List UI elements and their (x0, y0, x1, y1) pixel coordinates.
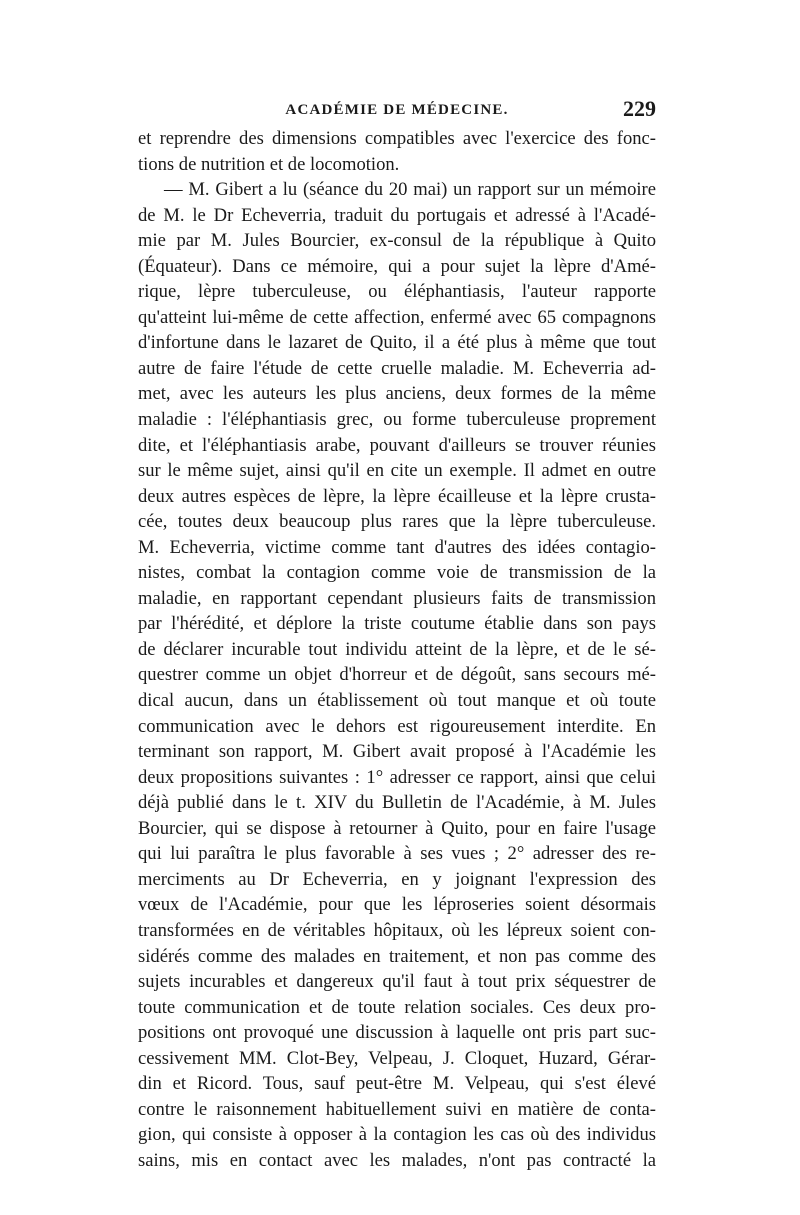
text-line: deux propositions suivantes : 1° adresser ce rapport, ainsi que celui (138, 766, 656, 788)
text-line: déjà publié dans le t. XIV du Bulletin de l'Académie, à M. Jules (138, 792, 656, 814)
text-line: qu'atteint lui-même de cette affection, enfermé avec 65 compagnons (138, 306, 656, 328)
text-line: sidérés comme des malades en traitement, et non pas comme des (138, 945, 656, 967)
text-line: sur le même sujet, ainsi qu'il en cite un exemple. Il admet en outre (138, 460, 656, 482)
body-text (138, 126, 656, 1173)
text-line: maladie, en rapportant cependant plusieurs faits de transmission (138, 587, 656, 609)
text-line: autre de faire l'étude de cette cruelle maladie. M. Echeverria ad- (138, 357, 656, 379)
text-line: et reprendre des dimensions compatibles avec l'exercice des fonc- (138, 128, 656, 149)
text-line: cée, toutes deux beaucoup plus rares que la lèpre tuberculeuse. (138, 511, 656, 533)
text-line: d'infortune dans le lazaret de Quito, il a été plus à même que tout (138, 332, 656, 354)
text-line: maladie : l'éléphantiasis grec, ou forme tuberculeuse proprement (138, 409, 656, 431)
text-line: M. Echeverria, victime comme tant d'autres des idées contagio- (138, 536, 656, 558)
text-line: merciments au Dr Echeverria, en y joignant l'expression des (138, 868, 656, 890)
text-line: dite, et l'éléphantiasis arabe, pouvant d'ailleurs se trouver réunies (138, 434, 656, 456)
text-line: de déclarer incurable tout individu atteint de la lèpre, et de le sé- (138, 638, 656, 660)
book-page (138, 96, 656, 1173)
text-line: de M. le Dr Echeverria, traduit du portugais et adressé à l'Acadé- (138, 204, 656, 226)
text-line: mie par M. Jules Bourcier, ex-consul de la république à Quito (138, 230, 656, 252)
text-line: din et Ricord. Tous, sauf peut-être M. Velpeau, qui s'est élevé (138, 1073, 656, 1095)
text-line: positions ont provoqué une discussion à laquelle ont pris part suc- (138, 1022, 656, 1044)
text-line: (Équateur). Dans ce mémoire, qui a pour sujet la lèpre d'Amé- (138, 255, 656, 277)
text-line: questrer comme un objet d'horreur et de dégoût, sans secours mé- (138, 664, 656, 686)
text-line: tions de nutrition et de locomotion. (138, 153, 400, 175)
text-line: — M. Gibert a lu (séance du 20 mai) un rapport sur un mémoire (164, 179, 656, 201)
text-line: toute communication et de toute relation sociales. Ces deux pro- (138, 996, 656, 1018)
text-line: met, avec les auteurs les plus anciens, deux formes de la même (138, 383, 656, 405)
text-line: deux autres espèces de lèpre, la lèpre écailleuse et la lèpre crusta- (138, 485, 656, 507)
text-line: vœux de l'Académie, pour que les léproseries soient désormais (138, 894, 656, 916)
text-line: par l'hérédité, et déplore la triste coutume établie dans son pays (138, 613, 656, 635)
text-line: sains, mis en contact avec les malades, n'ont pas contracté la (138, 1149, 656, 1171)
text-line: cessivement MM. Clot-Bey, Velpeau, J. Cloquet, Huzard, Gérar- (138, 1047, 656, 1069)
page-number: 229 (623, 96, 656, 121)
text-line: qui lui paraîtra le plus favorable à ses vues ; 2° adresser des re- (138, 843, 656, 865)
text-line: dical aucun, dans un établissement où tout manque et où toute (138, 690, 656, 712)
text-line: sujets incurables et dangereux qu'il faut à tout prix séquestrer de (138, 971, 656, 993)
text-line: contre le raisonnement habituellement suivi en matière de conta- (138, 1098, 656, 1120)
text-line: communication avec le dehors est rigoureusement interdite. En (138, 715, 656, 737)
running-header (138, 96, 656, 122)
text-line: terminant son rapport, M. Gibert avait proposé à l'Académie les (138, 741, 656, 763)
text-line: nistes, combat la contagion comme voie de transmission de la (138, 562, 656, 584)
text-line: transformées en de véritables hôpitaux, où les lépreux soient con- (138, 919, 656, 941)
running-title: ACADÉMIE DE MÉDECINE. (285, 102, 509, 118)
text-line: gion, qui consiste à opposer à la contagion les cas où des individus (138, 1124, 656, 1146)
text-line: Bourcier, qui se dispose à retourner à Quito, pour en faire l'usage (138, 817, 656, 839)
text-line: rique, lèpre tuberculeuse, ou éléphantiasis, l'auteur rapporte (138, 281, 656, 303)
